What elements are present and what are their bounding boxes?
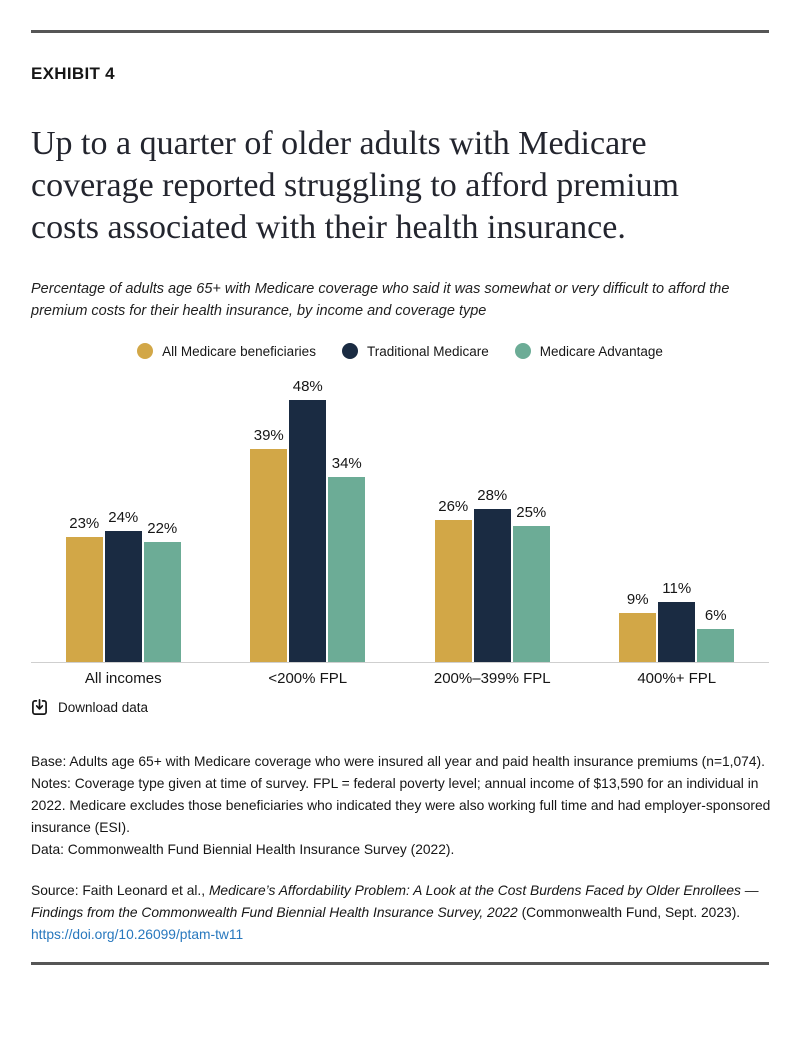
download-label: Download data — [58, 700, 149, 715]
bar-group — [585, 377, 770, 662]
bar-column — [658, 580, 695, 662]
source-prefix: Source: Faith Leonard et al., — [31, 883, 209, 898]
bar-value-label: 22% — [147, 520, 178, 537]
bar-column — [289, 378, 326, 662]
legend-item — [515, 343, 663, 359]
bar-value-label: 26% — [438, 498, 469, 515]
bar-value-label: 34% — [331, 455, 362, 472]
bar-column — [250, 427, 287, 662]
bar-group — [216, 377, 401, 662]
bar-column — [619, 591, 656, 662]
bar-chart — [31, 377, 769, 687]
bar-value-label: 48% — [292, 378, 323, 395]
category-label: 200%–399% FPL — [433, 670, 551, 687]
bar-value-label: 24% — [108, 509, 139, 526]
chart-plot-area — [31, 377, 769, 663]
doi-link[interactable]: https://doi.org/10.26099/ptam-tw11 — [31, 927, 244, 942]
bar-column — [66, 515, 103, 662]
bar — [474, 509, 511, 662]
bar — [328, 477, 365, 662]
bar-value-label: 23% — [69, 515, 100, 532]
chart-legend — [31, 343, 769, 359]
bar — [658, 602, 695, 662]
note-data: Data: Commonwealth Fund Biennial Health Insurance Survey (2022). — [31, 842, 455, 857]
page-title: Up to a quarter of older adults with Medicare coverage reported struggling to afford premium costs associated with their health insurance. — [31, 125, 679, 246]
top-divider — [31, 30, 769, 33]
exhibit-label: EXHIBIT 4 — [31, 64, 115, 83]
bar — [435, 520, 472, 662]
source-suffix: (Commonwealth Fund, Sept. 2023). — [517, 905, 741, 920]
bar — [144, 542, 181, 662]
bar-value-label: 39% — [253, 427, 284, 444]
legend-swatch-icon — [137, 343, 153, 359]
bar-value-label: 11% — [662, 580, 692, 597]
legend-swatch-icon — [342, 343, 358, 359]
notes-block — [31, 751, 775, 861]
bottom-divider — [31, 962, 769, 965]
bar — [619, 613, 656, 662]
bar — [513, 526, 550, 662]
download-data-link[interactable] — [31, 699, 148, 716]
chart-subtitle: Percentage of adults age 65+ with Medicare coverage who said it was somewhat or very difficult to afford the premium costs for their health insurance, by income and coverage type — [31, 281, 730, 319]
legend-item — [342, 343, 489, 359]
bar-column — [105, 509, 142, 662]
download-icon — [31, 699, 48, 716]
source-block — [31, 880, 775, 946]
bar-column — [474, 487, 511, 662]
bar — [697, 629, 734, 662]
bar — [250, 449, 287, 662]
legend-item — [137, 343, 316, 359]
category-label: <200% FPL — [268, 670, 348, 687]
bar-group — [31, 377, 216, 662]
bar-value-label: 6% — [704, 607, 727, 624]
bar-column — [144, 520, 181, 662]
bar-value-label: 28% — [477, 487, 508, 504]
bar-column — [513, 504, 550, 662]
category-label: All incomes — [84, 670, 162, 687]
bar-value-label: 9% — [626, 591, 649, 608]
bar-column — [328, 455, 365, 662]
chart-category-axis — [31, 663, 769, 687]
category-label: 400%+ FPL — [637, 670, 717, 687]
legend-label: Medicare Advantage — [539, 343, 663, 359]
bar-column — [435, 498, 472, 662]
bar-value-label: 25% — [516, 504, 547, 521]
source-publication-title: Medicare’s Affordability Problem: A Look at the Cost Burdens Faced by Older Enrollees — Findings from the Commonwealth Fund Biennial Health Insurance Survey, 2022 — [31, 883, 759, 920]
bar-column — [697, 607, 734, 662]
legend-label: Traditional Medicare — [366, 343, 489, 359]
legend-label: All Medicare beneficiaries — [162, 343, 316, 359]
note-base: Base: Adults age 65+ with Medicare coverage who were insured all year and paid health insurance premiums (n=1,074). — [31, 754, 765, 769]
bar — [289, 400, 326, 662]
bar-group — [400, 377, 585, 662]
legend-swatch-icon — [515, 343, 531, 359]
bar — [66, 537, 103, 662]
note-notes: Notes: Coverage type given at time of survey. FPL = federal poverty level; annual income of $13,590 for an individual in 2022. Medicare excludes those beneficiaries who indicated they were also working full time and had employer-sponsored insurance (ESI). — [31, 776, 771, 835]
bar — [105, 531, 142, 662]
